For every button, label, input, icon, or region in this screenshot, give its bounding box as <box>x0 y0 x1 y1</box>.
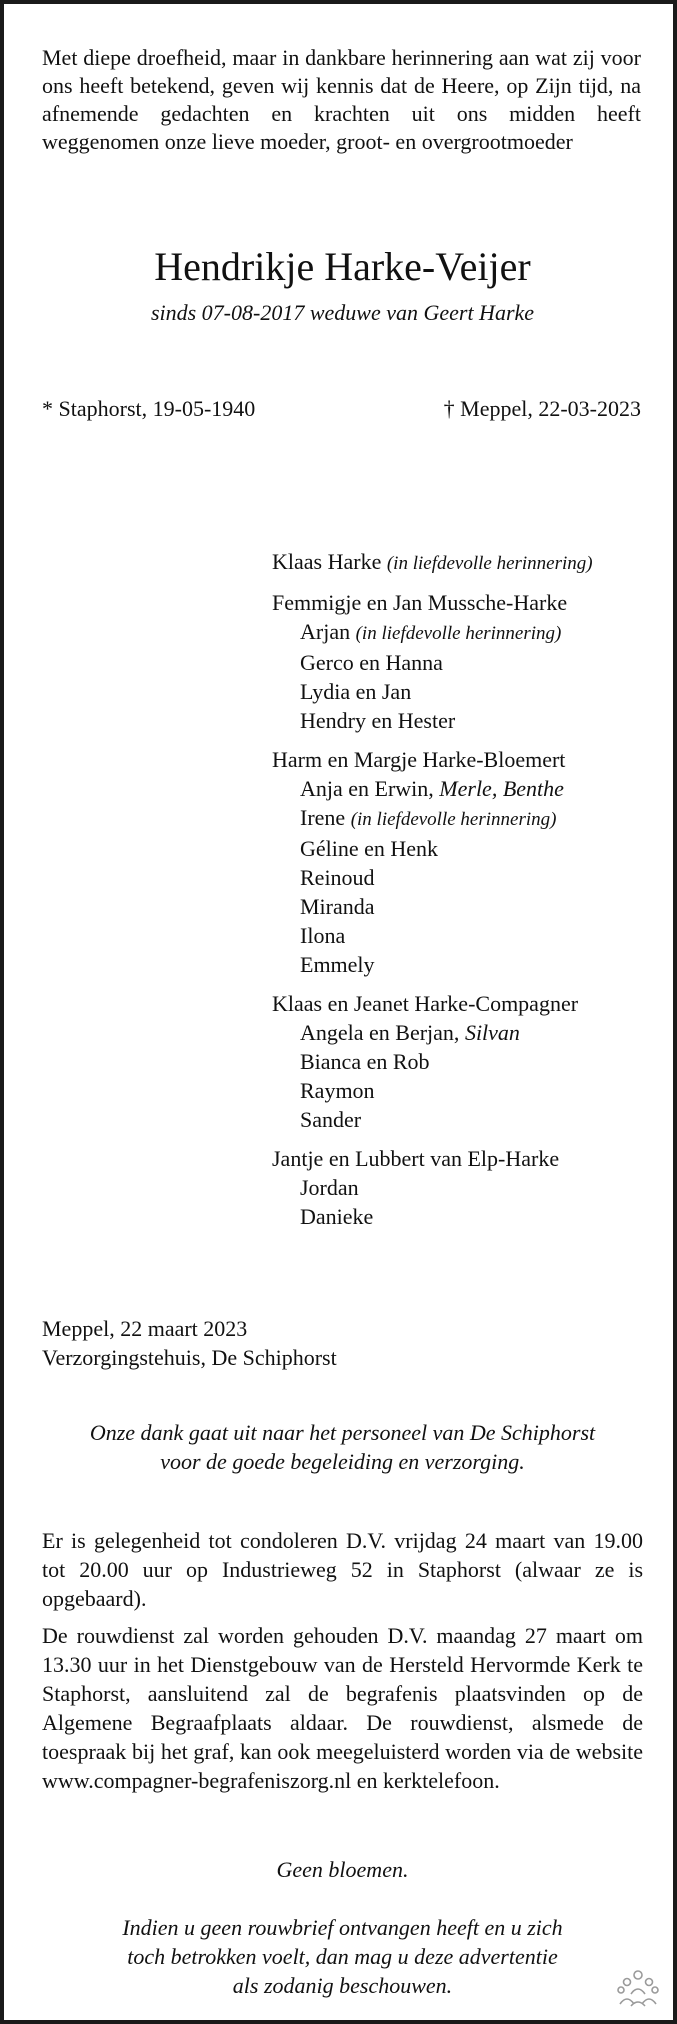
family-group <box>272 989 652 1134</box>
thanks-line: voor de goede begeleiding en verzorging. <box>160 1449 525 1474</box>
condolence-text: Er is gelegenheid tot condoleren D.V. vrijdag 24 maart van 19.00 tot 20.00 uur op Industrieweg 52 in Staphorst (alwaar ze is opgebaard). <box>42 1528 643 1611</box>
birth-date: * Staphorst, 19-05-1940 <box>42 396 256 421</box>
family-group <box>272 547 652 578</box>
family-head: Harm en Margje Harke-Bloemert <box>272 747 566 772</box>
family-head: Jantje en Lubbert van Elp-Harke <box>272 1146 560 1171</box>
funeral-info <box>42 1526 643 1803</box>
grandchildren-names: Merle, Benthe <box>439 776 564 801</box>
intro-text: Met diepe droefheid, maar in dankbare herinnering aan wat zij voor ons heeft betekend, geven wij kennis dat de Heere, op Zijn tijd, na afnemende gedachten en krachten uit ons midden heeft weggenomen onze lieve moeder, groot- en overgrootmoeder <box>42 45 641 154</box>
family-member: Gerco en Hanna <box>300 650 443 675</box>
family-member <box>272 803 652 834</box>
family-member-name: Anja en Erwin, <box>300 776 434 801</box>
place-home: Verzorgingstehuis, De Schiphorst <box>42 1345 337 1370</box>
family-member: Miranda <box>300 894 375 919</box>
service-text: De rouwdienst zal worden gehouden D.V. maandag 27 maart om 13.30 uur in het Dienstgebouw van de Hersteld Hervormde Kerk te Staphorst, aansluitend zal de begrafenis plaatsvinden op de Algemene Begraafplaats aldaar. De rouwdienst, alsmede de toespraak bij het graf, kan ook meegeluisterd worden via de website www.compagner-begrafeniszorg.nl en kerktelefoon. <box>42 1623 643 1793</box>
family-member <box>272 617 652 648</box>
place-date: Meppel, 22 maart 2023 <box>42 1316 248 1341</box>
thanks-line: Onze dank gaat uit naar het personeel van De Schiphorst <box>89 1420 596 1445</box>
no-flowers: Geen bloemen. <box>276 1857 409 1882</box>
family-group <box>272 745 652 979</box>
intro-block <box>42 44 641 156</box>
closing-line: als zodanig beschouwen. <box>232 1973 453 1998</box>
family-member: Lydia en Jan <box>300 679 412 704</box>
family-member: Emmely <box>300 952 375 977</box>
family-head: Femmigje en Jan Mussche-Harke <box>272 590 568 615</box>
family-member: Reinoud <box>300 865 375 890</box>
family-group <box>272 1144 652 1231</box>
family-member <box>272 774 652 803</box>
thanks-block <box>4 1418 677 1476</box>
family-member: Raymon <box>300 1078 375 1103</box>
family-list <box>272 547 652 1241</box>
family-member: Sander <box>300 1107 362 1132</box>
deceased-name: Hendrikje Harke-Veijer <box>154 244 531 289</box>
memory-note: (in liefdevolle herinnering) <box>350 809 557 830</box>
closing-line: toch betrokken voelt, dan mag u deze advertentie <box>127 1944 558 1969</box>
family-member: Bianca en Rob <box>300 1049 430 1074</box>
people-group-icon <box>615 1968 661 2008</box>
family-head <box>272 547 652 578</box>
family-member-name: Angela en Berjan, <box>300 1020 460 1045</box>
family-member <box>272 1018 652 1047</box>
widow-line: sinds 07-08-2017 weduwe van Geert Harke <box>150 300 535 325</box>
closing-block <box>4 1913 677 2000</box>
closing-line: Indien u geen rouwbrief ontvangen heeft en u zich <box>122 1915 563 1940</box>
memory-note: (in liefdevolle herinnering) <box>355 623 562 644</box>
family-member-name: Arjan <box>300 619 351 644</box>
place-block <box>42 1314 337 1372</box>
grandchildren-names: Silvan <box>464 1020 520 1045</box>
family-member: Ilona <box>300 923 346 948</box>
memory-note: (in liefdevolle herinnering) <box>386 553 593 574</box>
family-group <box>272 588 652 735</box>
death-date: † Meppel, 22-03-2023 <box>443 396 641 421</box>
family-member: Hendry en Hester <box>300 708 456 733</box>
family-member: Danieke <box>300 1204 374 1229</box>
family-member: Jordan <box>300 1175 359 1200</box>
family-head: Klaas en Jeanet Harke-Compagner <box>272 991 579 1016</box>
family-member-name: Irene <box>300 805 346 830</box>
family-head-name: Klaas Harke <box>272 549 382 574</box>
family-member: Géline en Henk <box>300 836 439 861</box>
